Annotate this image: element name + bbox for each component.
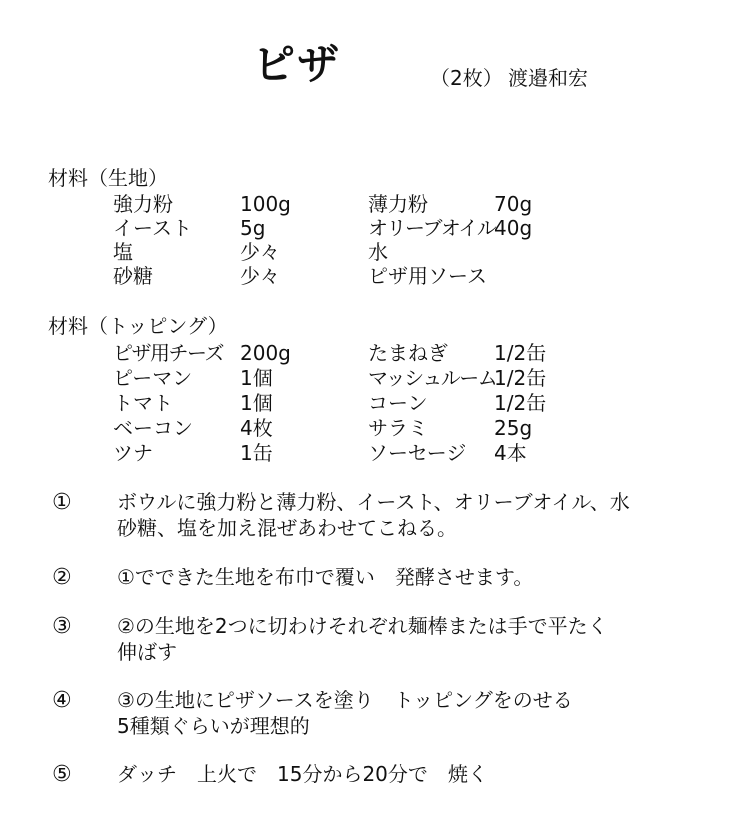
ingredient-name: イースト	[113, 216, 192, 240]
dough-heading: 材料（生地）	[48, 166, 168, 190]
step-text: 砂糖、塩を加え混ぜあわせてこねる。	[117, 516, 457, 540]
ingredient-name: 砂糖	[113, 264, 153, 288]
ingredient-amount: 200g	[240, 341, 291, 365]
page-title: ピザ	[253, 40, 342, 89]
ingredient-amount: 25g	[494, 416, 533, 440]
step-text: 伸ばす	[117, 640, 177, 664]
ingredient-amount: 100g	[240, 192, 291, 216]
ingredient-name: たまねぎ	[368, 341, 448, 365]
ingredient-amount: 1個	[240, 391, 273, 415]
step-text: ボウルに強力粉と薄力粉、イースト、オリーブオイル、水	[117, 490, 630, 514]
ingredient-amount: 40g	[494, 216, 533, 240]
ingredient-name: ソーセージ	[368, 441, 467, 465]
step-text: ダッチ 上火で 15分から20分で 焼く	[117, 762, 488, 786]
step-text: ③の生地にピザソースを塗り トッピングをのせる	[117, 688, 573, 712]
ingredient-amount: 4本	[494, 441, 527, 465]
step-number: ①	[52, 490, 72, 515]
ingredient-amount: 4枚	[240, 416, 273, 440]
step-text: ①でできた生地を布巾で覆い 発酵させます。	[117, 565, 534, 589]
step-number: ②	[52, 565, 72, 590]
ingredient-name: トマト	[113, 391, 173, 415]
ingredient-name: マッシュルーム	[368, 366, 497, 390]
ingredient-amount: 1/2缶	[494, 341, 547, 365]
ingredient-name: コーン	[368, 391, 428, 415]
ingredient-amount: 1缶	[240, 441, 273, 465]
ingredient-name: サラミ	[368, 416, 428, 440]
ingredient-name: オリーブオイル	[368, 216, 496, 240]
step-number: ③	[52, 614, 72, 639]
ingredient-name: 薄力粉	[368, 192, 428, 216]
ingredient-name: ツナ	[113, 441, 153, 465]
topping-heading: 材料（トッピング）	[48, 314, 228, 338]
author-name: 渡邉和宏	[508, 66, 588, 90]
step-text: 5種類ぐらいが理想的	[117, 714, 310, 738]
ingredient-amount: 少々	[240, 240, 280, 264]
ingredient-name: ピザ用チーズ	[113, 341, 223, 365]
step-text: ②の生地を2つに切わけそれぞれ麺棒または手で平たく	[117, 614, 608, 638]
step-number: ⑤	[52, 762, 72, 787]
ingredient-amount: 5g	[240, 216, 266, 240]
ingredient-name: 塩	[113, 240, 133, 264]
ingredient-name: ベーコン	[113, 416, 193, 440]
ingredient-amount: 1/2缶	[494, 366, 547, 390]
ingredient-amount: 70g	[494, 192, 533, 216]
ingredient-name: ピザ用ソース	[368, 264, 487, 288]
ingredient-amount: 少々	[240, 264, 280, 288]
step-number: ④	[52, 688, 72, 713]
ingredient-name: ピーマン	[113, 366, 193, 390]
ingredient-amount: 1個	[240, 366, 273, 390]
ingredient-name: 強力粉	[113, 192, 173, 216]
servings-label: （2枚）	[430, 66, 503, 90]
ingredient-amount: 1/2缶	[494, 391, 547, 415]
ingredient-name: 水	[368, 240, 388, 264]
